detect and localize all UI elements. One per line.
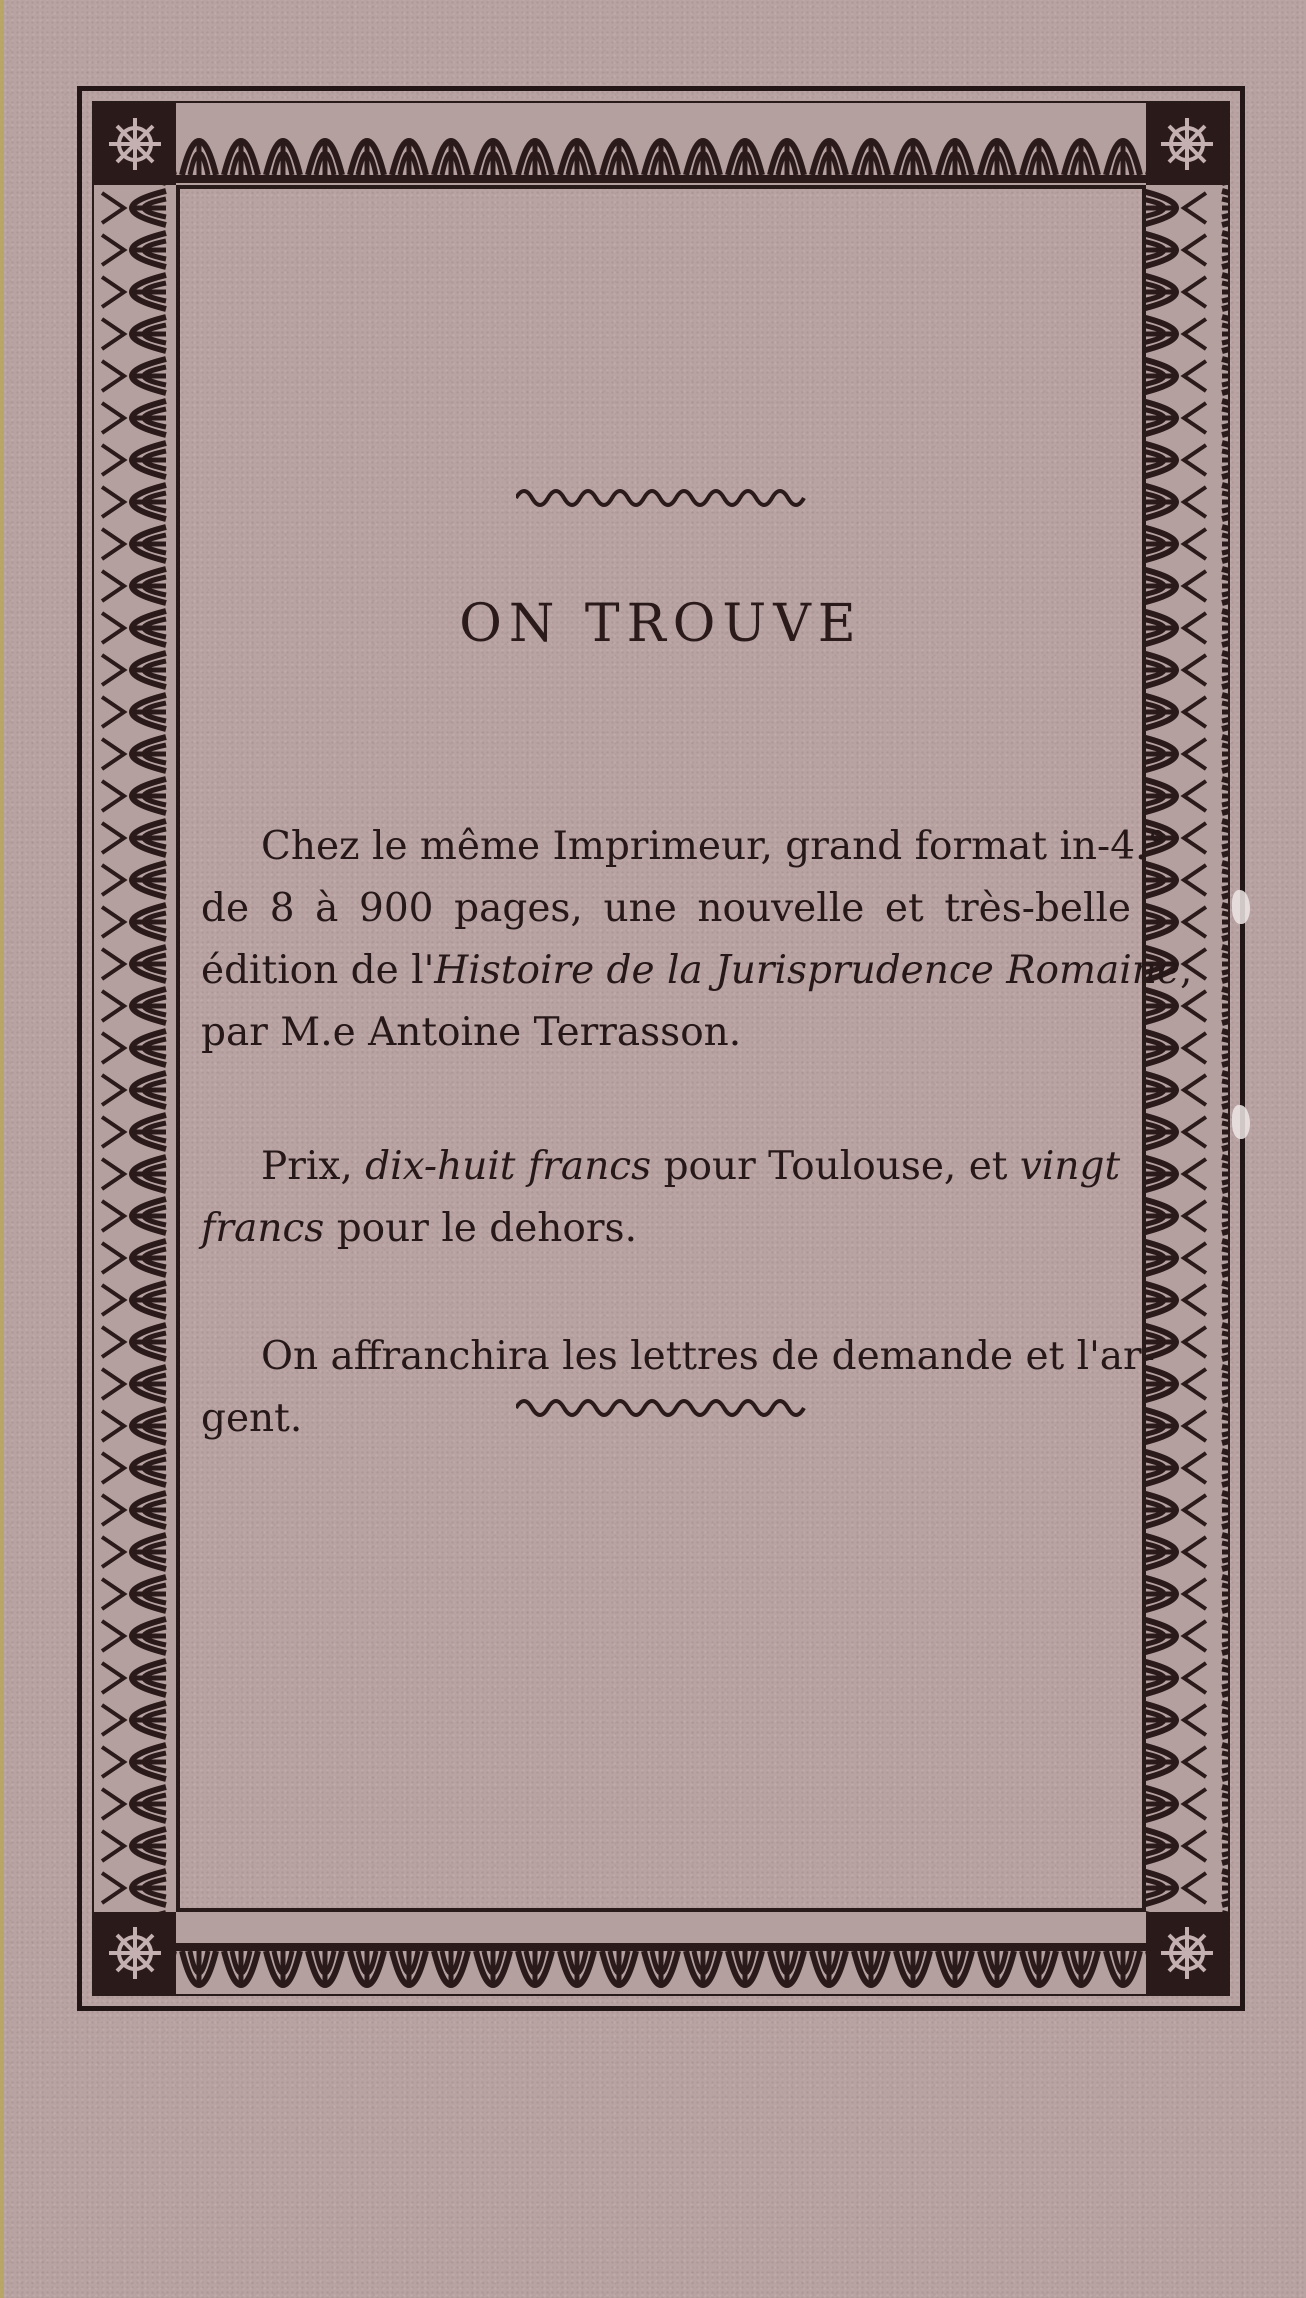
text-span: Prix, xyxy=(261,1144,366,1189)
text-line: par M.e Antoine Terrasson. xyxy=(201,1010,742,1055)
text-line: On affranchira les lettres de demande et l'ar- xyxy=(261,1334,1155,1379)
text-span: édition de l' xyxy=(201,948,435,993)
text-line xyxy=(201,1136,1131,1198)
text-span: pour le dehors. xyxy=(324,1206,637,1251)
price-outside-unit: francs xyxy=(201,1206,325,1251)
text-line xyxy=(201,1198,1131,1260)
text-line: de 8 à 900 pages, une nouvelle et très-belle xyxy=(201,886,1131,931)
text-line: Chez le même Imprimeur, grand format in-4.° xyxy=(261,824,1167,869)
book-title: Histoire de la Jurisprudence Romaine xyxy=(434,948,1180,993)
price-outside: vingt xyxy=(1019,1144,1121,1189)
paragraph-postage xyxy=(201,1326,1155,1450)
paper-tear xyxy=(1232,1105,1250,1139)
price-toulouse: dix-huit francs xyxy=(365,1144,652,1189)
text-span: pour Toulouse, et xyxy=(651,1144,1020,1189)
paper-tear xyxy=(1232,890,1250,924)
wave-ornament-icon xyxy=(516,1396,806,1420)
page-title: ON TROUVE xyxy=(459,594,863,654)
text-line: gent. xyxy=(201,1396,303,1441)
decorative-border-frame xyxy=(77,86,1245,2011)
page-edge xyxy=(0,0,4,2298)
wave-ornament-icon xyxy=(516,486,806,510)
paragraph-price xyxy=(201,1136,1131,1260)
advertisement-text-block xyxy=(187,196,1193,1901)
paragraph-new-edition xyxy=(201,816,1193,1064)
text-line xyxy=(201,940,1193,1002)
text-span: , xyxy=(1179,948,1193,993)
